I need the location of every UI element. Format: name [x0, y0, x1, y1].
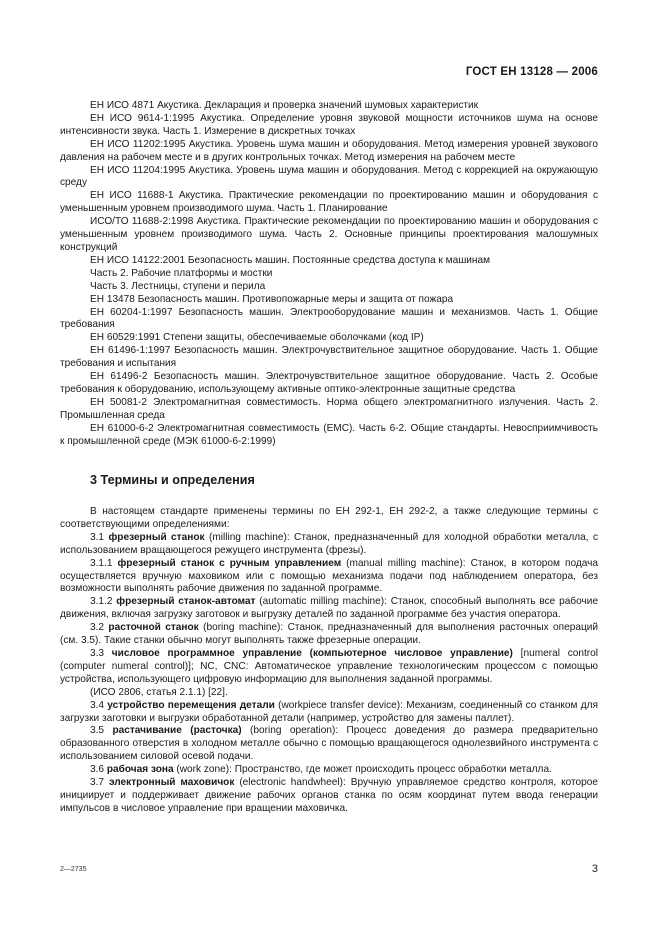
term-definition: (automatic milling machine): Станок, способный выполнять все рабочие движения, включая загрузку заготовок и выгрузку деталей по заданной программе без участия оператора.: [60, 596, 598, 621]
reference-item: ЕН ИСО 14122:2001 Безопасность машин. Постоянные средства доступа к машинам: [90, 254, 491, 266]
term-entry: [60, 777, 598, 816]
term-number: 3.3: [90, 647, 112, 659]
term-entry: [60, 532, 598, 558]
reference-item: ИСО/ТО 11688-2:1998 Акустика. Практические рекомендации по проектированию машин и оборудования с уменьшенным уровнем производимого шума. Часть 2. Основные принципы проектирования малошумных конструкций: [60, 216, 598, 253]
term-name: фрезерный станок с ручным управлением: [117, 557, 342, 569]
term-name: устройство перемещения детали: [107, 699, 275, 711]
term-name: фрезерный станок: [108, 531, 205, 543]
term-definition: (manual milling machine): Станок, в котором подача осуществляется вручную маховиком или с помощью механизма подачи под наблюдением оператора, без возможности выполнять рабочие движения по заданной программе.: [60, 557, 598, 595]
reference-item: ЕН 61496-2 Безопасность машин. Электрочувствительное защитное оборудование. Часть 2. Особые требования к оборудованию, использующему активные оптико-электронные защитные средства: [60, 371, 598, 395]
reference-item: Часть 2. Рабочие платформы и мостки: [90, 267, 273, 279]
terms-definitions: [60, 506, 598, 816]
term-entry: [60, 596, 598, 622]
reference-item: ЕН ИСО 9614-1:1995 Акустика. Определение уровня звуковой мощности источников шума на основе интенсивности звука. Часть 1. Измерение в дискретных точках: [60, 112, 598, 137]
reference-item: ЕН ИСО 11202:1995 Акустика. Уровень шума машин и оборудования. Метод измерения уровней звукового давления на рабочем месте и в других контрольных точках. Метод измерения на рабочем месте: [60, 138, 598, 163]
term-definition: (boring operation): Процесс доведения до размера предварительно образованного отверстия в холодном металле обычно с помощью вращающегося однолезвийного инструмента с использованием силовой осевой подачи.: [60, 725, 598, 763]
reference-item: ЕН 61000-6-2 Электромагнитная совместимость (ЕМС). Часть 6-2. Общие стандарты. Невосприимчивость к промышленной среде (МЭК 61000-6-2:1999): [60, 422, 598, 447]
term-source-note: [60, 687, 598, 700]
reference-item: ЕН 60204-1:1997 Безопасность машин. Электрооборудование машин и механизмов. Часть 1. Общие требования: [60, 306, 598, 331]
reference-item: Часть 3. Лестницы, ступени и перила: [90, 280, 266, 292]
print-code: 2—2735: [60, 866, 87, 873]
term-entry: [60, 700, 598, 726]
reference-item: ЕН 60529:1991 Степени защиты, обеспечиваемые оболочками (код IP): [90, 332, 424, 344]
page-number: 3: [591, 863, 598, 875]
reference-item: ЕН 13478 Безопасность машин. Противопожарные меры и защита от пожара: [90, 293, 454, 305]
section-title: 3 Термины и определения: [90, 473, 255, 487]
term-definition: (workpiece transfer device): Механизм, соединенный со станком для загрузки заготовки и выгрузки обработанной детали (например, устройство для замены паллет).: [60, 699, 598, 724]
term-name: рабочая зона: [106, 764, 174, 776]
term-number: 3.2: [90, 622, 109, 634]
term-number: 3.7: [90, 777, 109, 789]
term-entry: [60, 725, 598, 764]
term-name: расточной станок: [108, 622, 199, 634]
term-definition: (electronic handwheel): Вручную управляемое средство контроля, которое инициирует и поддерживает движение рабочих органов станка по осям координат путем ввода генерации импульсов в числовое управление при вращении маховичка.: [60, 777, 598, 814]
reference-item: ЕН ИСО 11204:1995 Акустика. Уровень шума машин и оборудования. Метод с коррекцией на окружающую среду: [60, 164, 598, 189]
term-number: 3.5: [90, 725, 113, 737]
term-number: 3.6: [90, 764, 107, 776]
term-name: растачивание (расточка): [112, 725, 242, 737]
term-definition: (milling machine): Станок, предназначенный для холодной обработки металла, с использованием вращающегося режущего инструмента (фрезы).: [60, 531, 598, 556]
term-entry: [60, 648, 598, 687]
term-definition: [numeral control (computer numeral control)]; NC, CNC: Автоматическое управление технологическим процессом с помощью устройства, использующего цифровую информацию для выполнения заданной программы.: [60, 647, 598, 685]
reference-item: ЕН ИСО 4871 Акустика. Декларация и проверка значений шумовых характеристик: [90, 100, 479, 111]
reference-item: ЕН ИСО 11688-1 Акустика. Практические рекомендации по проектированию машин и оборудования с уменьшенным уровнем производимого шума. Часть 1. Планирование: [60, 190, 598, 215]
term-entry: [60, 558, 598, 597]
document-header: ГОСТ ЕН 13128 — 2006: [465, 66, 598, 78]
term-entry: [60, 764, 598, 777]
term-definition: (work zone): Пространство, где может происходить процесс обработки металла.: [173, 764, 552, 776]
term-number: 3.1: [90, 531, 109, 543]
term-number: 3.1.2: [90, 596, 117, 608]
normative-references: [60, 100, 598, 448]
term-name: электронный маховичок: [108, 777, 235, 789]
reference-item: ЕН 61496-1:1997 Безопасность машин. Электрочувствительное защитное оборудование. Часть 1. Общие требования и испытания: [60, 345, 598, 370]
reference-item: ЕН 50081-2 Электромагнитная совместимость. Норма общего электромагнитного излучения. Часть 2. Промышленная среда: [60, 396, 598, 421]
term-number: 3.1.1: [90, 557, 118, 569]
term-number: 3.4: [90, 699, 108, 711]
intro-paragraph: В настоящем стандарте применены термины по ЕН 292-1, ЕН 292-2, а также следующие термины с соответствующими определениями:: [60, 506, 598, 530]
term-entry: [60, 622, 598, 648]
term-definition: (boring machine): Станок, предназначенный для выполнения расточных операций (см. 3.5). Такие станки обычно могут выполнять также фрезерные операции.: [60, 622, 599, 647]
term-name: фрезерный станок-автомат: [116, 596, 256, 608]
term-definition: (ИСО 2806, статья 2.1.1) [22].: [90, 686, 228, 698]
term-name: числовое программное управление (компьютерное числовое управление): [111, 647, 513, 659]
